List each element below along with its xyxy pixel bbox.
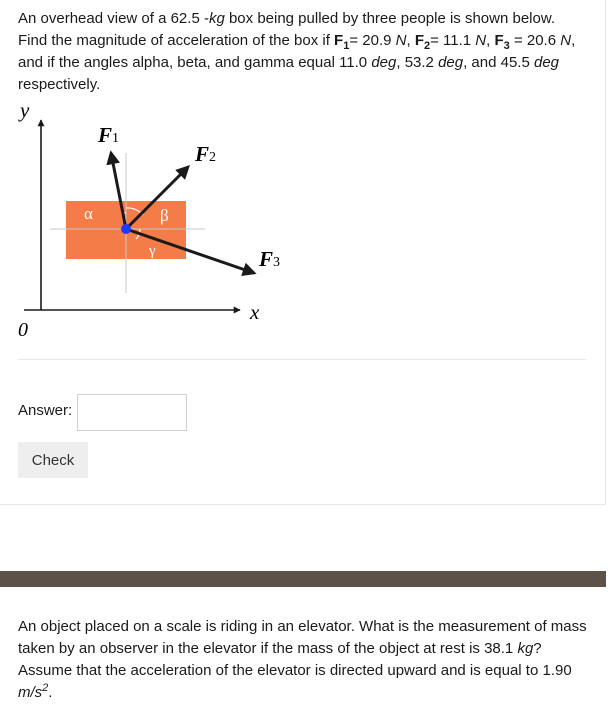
problem-text: , — [406, 32, 415, 49]
f3-label: F3 — [259, 247, 281, 271]
problem-text: . — [48, 684, 53, 701]
force-symbol-f3: F — [494, 32, 504, 49]
force-symbol-f1: F — [334, 32, 344, 49]
problem-text: = 20.9 — [349, 32, 396, 49]
problem-text: , — [486, 32, 495, 49]
problem-text: , and if the angles alpha, beta, and gamma equal 11.0 — [18, 32, 576, 71]
f2-label: F2 — [195, 142, 217, 166]
unit-newton: N — [395, 32, 407, 49]
unit-newton: N — [475, 32, 487, 49]
force-subscript-3: 3 — [503, 40, 510, 52]
problem-statement-2 — [18, 616, 590, 704]
problem-text: box being pulled by three people is shown below. Find the magnitude of acceleration of the box if — [18, 10, 556, 49]
f1-label: F1 — [98, 123, 120, 147]
force-subscript-2: 2 — [423, 40, 431, 52]
force-symbol-f2: F — [414, 32, 424, 49]
unit-kg: kg — [208, 10, 225, 27]
force-diagram — [0, 98, 300, 343]
problem-text: = 11.1 — [430, 32, 476, 49]
separator — [18, 359, 586, 360]
pivot-point — [121, 224, 131, 234]
unit-exponent: 2 — [42, 682, 49, 694]
gamma-label: γ — [149, 243, 156, 259]
beta-label: β — [160, 206, 169, 225]
problem-text: , 53.2 — [396, 54, 439, 71]
section-divider-bar — [0, 571, 606, 587]
check-button[interactable]: Check — [18, 442, 88, 478]
unit-kg: kg — [517, 640, 534, 657]
unit-deg: deg — [534, 54, 560, 71]
unit-m-per-s: m/s — [18, 684, 43, 701]
unit-deg: deg — [438, 54, 464, 71]
unit-newton: N — [560, 32, 572, 49]
origin-label: 0 — [18, 319, 28, 341]
problem-text: ? Assume that the acceleration of the elevator is directed upward and is equal to 1.90 — [18, 640, 572, 679]
problem-text: respectively. — [18, 76, 101, 93]
force-subscript-1: 1 — [343, 40, 350, 52]
answer-input[interactable] — [77, 394, 187, 431]
problem-text: An overhead view of a 62.5 - — [18, 10, 209, 27]
x-axis-label: x — [250, 300, 260, 324]
problem-text: = 20.6 — [509, 32, 561, 49]
y-axis-label: y — [20, 98, 30, 122]
answer-label: Answer: — [18, 402, 73, 419]
unit-deg: deg — [371, 54, 397, 71]
problem-text: , and 45.5 — [463, 54, 534, 71]
alpha-label: α — [84, 204, 93, 223]
problem-statement-1 — [18, 8, 588, 96]
problem-text: An object placed on a scale is riding in an elevator. What is the measurement of mass taken by an observer in the elevator if the mass of the object at rest is 38.1 — [18, 618, 587, 657]
